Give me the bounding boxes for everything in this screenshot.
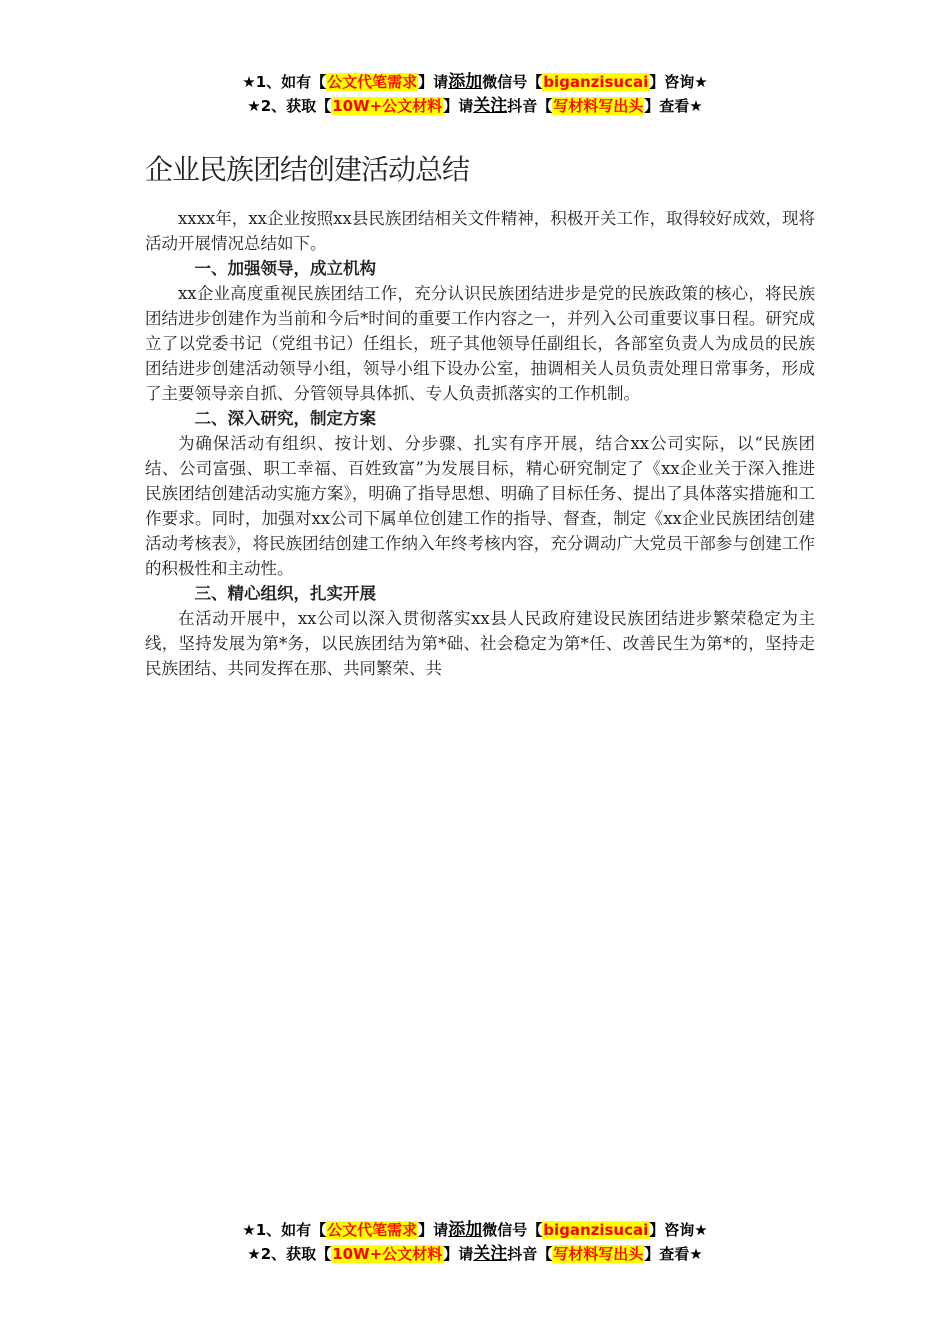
promo-line-1: ★1、如有【公文代笔需求】请添加微信号【biganzisucai】咨询★: [242, 72, 708, 92]
section-heading-3: 三、精心组织，扎实开展: [194, 584, 376, 603]
page-title: 企业民族团结创建活动总结: [145, 153, 470, 186]
intro-paragraph: xxxx年，xx企业按照xx县民族团结相关文件精神，积极开关工作，取得较好成效，现将活动开展情况总结如下。: [145, 209, 815, 253]
section-heading-1: 一、加强领导，成立机构: [194, 259, 376, 278]
promo-banner-bottom: [0, 1218, 950, 1266]
promo-banner-top: [0, 70, 950, 118]
highlight-service: 公文代笔需求: [327, 1221, 418, 1239]
highlight-douyin: 写材料写出头: [553, 1245, 644, 1263]
section-paragraph-3: 在活动开展中，xx公司以深入贯彻落实xx县人民政府建设民族团结进步繁荣稳定为主线，坚持发展为第*务，以民族团结为第*础、社会稳定为第*任、改善民生为第*的，坚持走民族团结、共同发挥在那、共同繁荣、共: [145, 609, 815, 678]
section-paragraph-2: 为确保活动有组织、按计划、分步骤、扎实有序开展，结合xx公司实际，以“民族团结、公司富强、职工幸福、百姓致富”为发展目标，精心研究制定了《xx企业关于深入推进民族团结创建活动实施方案》，明确了指导思想、明确了目标任务、提出了具体落实措施和工作要求。同时，加强对xx公司下属单位创建工作的指导、督查，制定《xx企业民族团结创建活动考核表》，将民族团结创建工作纳入年终考核内容，充分调动广大党员干部参与创建工作的积极性和主动性。: [145, 434, 815, 578]
highlight-materials: 10W+公文材料: [332, 1245, 443, 1263]
promo-line-2: ★2、获取【10W+公文材料】请关注抖音【写材料写出头】查看★: [247, 96, 703, 116]
section-heading-2: 二、深入研究，制定方案: [194, 409, 376, 428]
promo-line-2: ★2、获取【10W+公文材料】请关注抖音【写材料写出头】查看★: [247, 1244, 703, 1264]
highlight-douyin: 写材料写出头: [553, 97, 644, 115]
section-paragraph-1: xx企业高度重视民族团结工作，充分认识民族团结进步是党的民族政策的核心，将民族团结进步创建作为当前和今后*时间的重要工作内容之一，并列入公司重要议事日程。研究成立了以党委书记（党组书记）任组长，班子其他领导任副组长，各部室负责人为成员的民族团结进步创建活动领导小组，领导小组下设办公室，抽调相关人员负责处理日常事务，形成了主要领导亲自抓、分管领导具体抓、专人负责抓落实的工作机制。: [145, 284, 815, 403]
highlight-wechat-id: biganzisucai: [543, 1221, 649, 1239]
highlight-materials: 10W+公文材料: [332, 97, 443, 115]
highlight-service: 公文代笔需求: [327, 73, 418, 91]
promo-line-1: ★1、如有【公文代笔需求】请添加微信号【biganzisucai】咨询★: [242, 1220, 708, 1240]
document-body: [145, 150, 815, 681]
highlight-wechat-id: biganzisucai: [543, 73, 649, 91]
